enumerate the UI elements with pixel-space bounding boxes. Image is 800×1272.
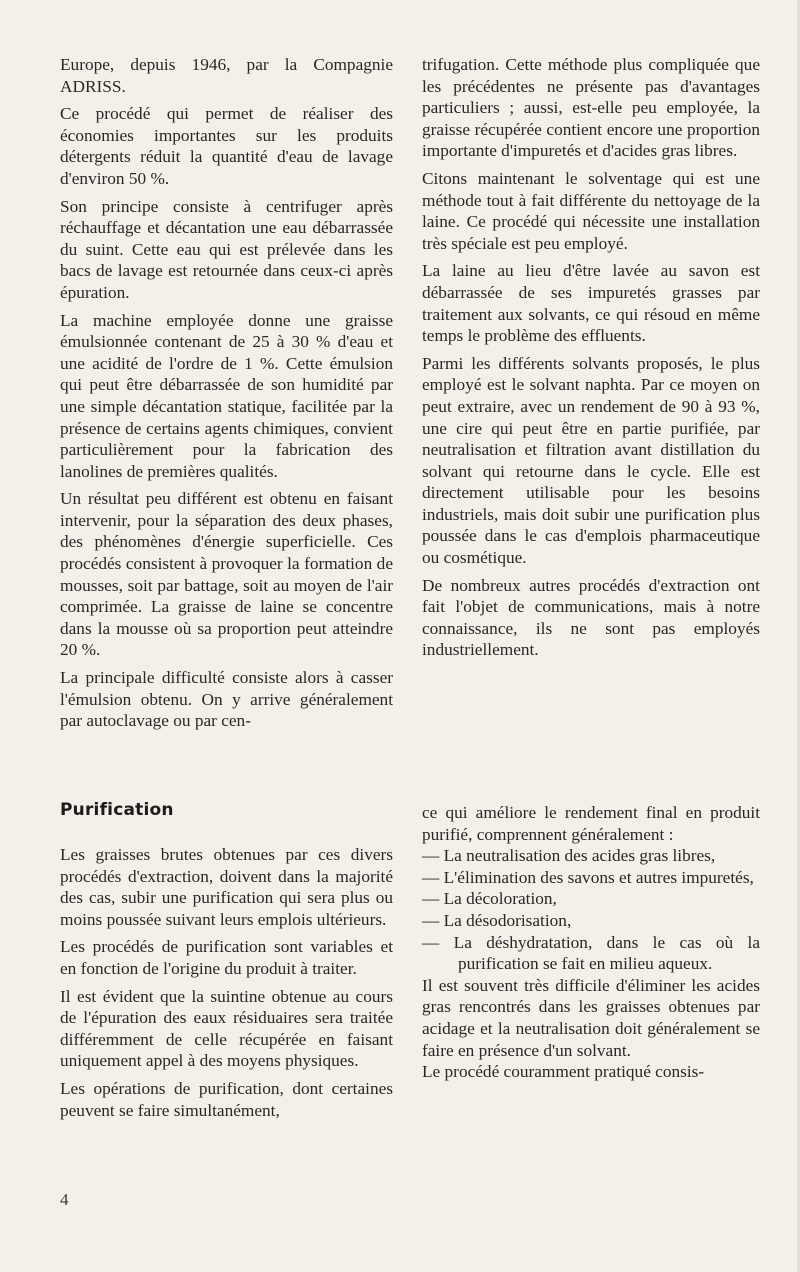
list-item: — La neutralisation des acides gras libres, xyxy=(422,846,716,866)
column-bottom-right xyxy=(422,802,760,1083)
list-item: — La déshydratation, dans le cas où la purification se fait en milieu aqueux. xyxy=(422,932,760,974)
paragraph: Citons maintenant le solventage qui est une méthode tout à fait différente du nettoyage de la laine. Ce procédé qui nécessite une installation très spéciale est peu employé. xyxy=(422,168,760,253)
column-top-right xyxy=(422,54,760,661)
list-item: — L'élimination des savons et autres impuretés, xyxy=(422,867,754,887)
paragraph: Son principe consiste à centrifuger après réchauffage et décantation une eau débarrassée du suint. Cette eau qui est prélevée dans les bacs de lavage est retournée dans ceux-ci après épuration. xyxy=(60,196,393,302)
column-bottom-left xyxy=(60,844,393,1121)
paragraph: Parmi les différents solvants proposés, le plus employé est le solvant naphta. Par ce moyen on peut extraire, avec un rendement de 90 à 93 %, une cire qui peut être en partie purifiée, par neutralisation et filtration avant distillation du solvant qui retourne dans le cycle. Elle est directement utilisable pour les besoins industriels, mais doit subir une purification plus poussée dans le cas d'emplois pharmaceutique ou cosmétique. xyxy=(422,353,760,568)
paragraph: trifugation. Cette méthode plus compliquée que les précédentes ne présente pas d'avantages particuliers ; aussi, est-elle peu employée, la graisse récupérée contient encore une proportion importante d'impuretés et d'acides gras libres. xyxy=(422,55,760,161)
paragraph: ce qui améliore le rendement final en produit purifié, comprennent généralement : xyxy=(422,803,760,844)
paragraph: Un résultat peu différent est obtenu en faisant intervenir, pour la séparation des deux phases, des phénomènes d'énergie superficielle. Ces procédés consistent à provoquer la formation de mousses, soit par battage, soit au moyen de l'air comprimée. La graisse de laine se concentre dans la mousse où sa proportion peut atteindre 20 %. xyxy=(60,489,393,660)
paragraph: Les opérations de purification, dont certaines peuvent se faire simultanément, xyxy=(60,1078,393,1120)
paragraph: La principale difficulté consiste alors à casser l'émulsion obtenu. On y arrive généralement par autoclavage ou par cen- xyxy=(60,668,393,731)
section-heading: Purification xyxy=(60,800,174,820)
paragraph: Ce procédé qui permet de réaliser des économies importantes sur les produits détergents réduit la quantité d'eau de lavage d'environ 50 %. xyxy=(60,104,393,188)
paragraph: Il est évident que la suintine obtenue au cours de l'épuration des eaux résiduaires sera traitée différemment de celle récupérée en faisant uniquement appel à des moyens physiques. xyxy=(60,986,393,1071)
paragraph: De nombreux autres procédés d'extraction ont fait l'objet de communications, mais à notre connaissance, ils ne sont pas employés industriellement. xyxy=(422,575,760,660)
paragraph: Les graisses brutes obtenues par ces divers procédés d'extraction, doivent dans la majorité des cas, subir une purification qui sera plus ou moins poussée suivant leurs emplois ultérieurs. xyxy=(60,845,393,929)
paragraph: Europe, depuis 1946, par la Compagnie ADRISS. xyxy=(60,55,393,96)
paragraph: La machine employée donne une graisse émulsionnée contenant de 25 à 30 % d'eau et une acidité de l'ordre de 1 %. Cette émulsion qui peut être débarrassée de son humidité par une simple décantation statique, facilitée par la présence de certains agents chimiques, convient particulièrement pour la fabrication des lanolines de premières qualités. xyxy=(60,310,393,481)
paragraph: Le procédé couramment pratiqué consis- xyxy=(422,1062,705,1082)
page-number: 4 xyxy=(60,1190,69,1209)
paragraph: La laine au lieu d'être lavée au savon est débarrassée de ses impuretés grasses par traitement aux solvants, ce qui résoud en même temps le problème des effluents. xyxy=(422,261,760,346)
operations-list xyxy=(422,845,760,975)
list-item: — La désodorisation, xyxy=(422,910,572,930)
list-item: — La décoloration, xyxy=(422,889,557,909)
paragraph: Il est souvent très difficile d'éliminer les acides gras rencontrés dans les graisses obtenues par acidage et la neutralisation doit généralement se faire en présence d'un solvant. xyxy=(422,975,760,1060)
paragraph: Les procédés de purification sont variables et en fonction de l'origine du produit à traiter. xyxy=(60,937,393,978)
column-top-left xyxy=(60,54,393,732)
